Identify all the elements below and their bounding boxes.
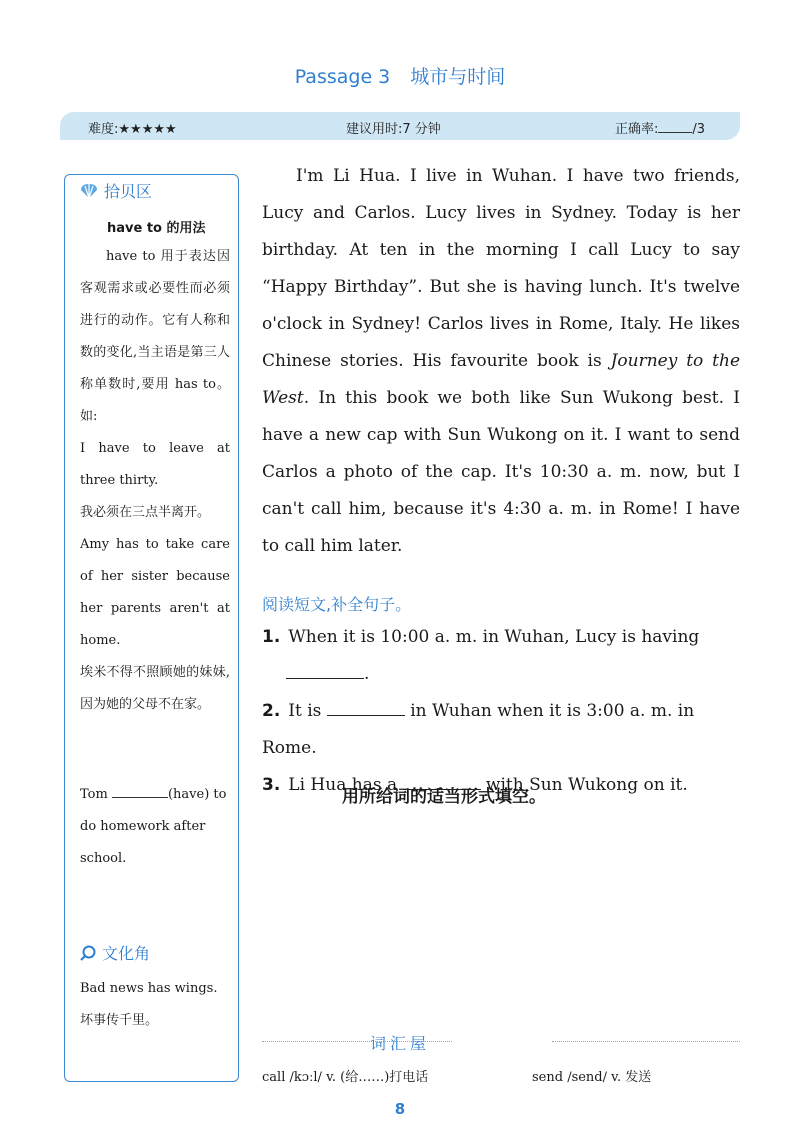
example-1-zh: 我必须在三点半离开。	[80, 505, 211, 520]
culture-section-heading	[79, 941, 150, 964]
exercise-blank[interactable]	[112, 785, 168, 798]
example-2-en: Amy has to take care of her sister because her parents aren't at home.	[80, 537, 230, 648]
question-3	[262, 767, 740, 804]
info-bar	[60, 112, 740, 140]
answer-blank[interactable]	[403, 775, 481, 790]
exercise-instruction: 用所给词的适当形式填空。	[342, 787, 546, 807]
grammar-body: have to 用于表达因客观需求或必要性而必须进行的动作。它有人称和数的变化,当主语是第三人称单数时,要用 has to。如:	[80, 249, 230, 424]
suggested-time: 建议用时:7 分钟	[346, 122, 441, 137]
page-number: 8	[394, 1100, 406, 1118]
question-text-end: in Wuhan when it is 3:00 a. m. in Rome.	[262, 701, 695, 758]
accuracy-blank[interactable]	[658, 120, 692, 133]
shell-section-title: 拾贝区	[104, 182, 153, 201]
question-text: Li Hua has a	[288, 775, 398, 795]
question-number: 2.	[262, 701, 281, 721]
passage-title	[0, 62, 800, 89]
proverb-en: Bad news has wings.	[80, 981, 218, 996]
passage-number: Passage 3	[294, 66, 391, 88]
question-text: When it is 10:00 a. m. in Wuhan, Lucy is having	[288, 627, 700, 647]
proverb-zh: 坏事传千里。	[80, 1013, 159, 1028]
book-title: Journey to the West	[262, 351, 741, 408]
answer-blank[interactable]	[286, 664, 364, 679]
passage-topic: 城市与时间	[410, 66, 506, 88]
accuracy-score	[615, 118, 705, 137]
culture-section-title: 文化角	[102, 944, 151, 963]
vocab-item-send: send /send/ v. 发送	[532, 1070, 652, 1085]
question-1	[262, 619, 740, 693]
question-number: 1.	[262, 627, 281, 647]
passage-part-1: I'm Li Hua. I live in Wuhan. I have two friends, Lucy and Carlos. Lucy lives in Sydney. Today is her birthday. At ten in the morning I call Lucy to say “Happy Birthday”. But she is having lunch. It's twelve o'clock in Sydney! Carlos lives in Rome, Italy. He likes Chinese stories. His favourite book is	[262, 166, 740, 371]
answer-blank[interactable]	[327, 701, 405, 716]
vocab-title: 词汇屋	[369, 1034, 430, 1053]
task-instruction: 阅读短文,补全句子。	[262, 595, 412, 614]
question-text: It is	[288, 701, 322, 721]
accuracy-total: /3	[692, 122, 706, 137]
shell-section-heading	[79, 179, 152, 202]
accuracy-label: 正确率:	[615, 122, 659, 137]
passage-part-2: . In this book we both like Sun Wukong best. I have a new cap with Sun Wukong on it. I want to send Carlos a photo of the cap. It's 10:30 a. m. now, but I can't call him, because it's 4:30 a. m. in Rome! I have to call him later.	[262, 388, 740, 556]
exercise-rest: to do homework after school.	[80, 787, 227, 866]
exercise-hint: (have)	[167, 787, 210, 802]
reading-passage	[262, 158, 740, 565]
grammar-title: have to 的用法	[107, 221, 206, 236]
question-text-end: .	[364, 664, 370, 684]
magnifier-icon	[79, 944, 97, 962]
vocab-item-call: call /kɔːl/ v. (给……)打电话	[262, 1070, 429, 1085]
exercise-subject: Tom	[80, 787, 108, 802]
question-2	[262, 693, 740, 767]
example-2-zh: 埃米不得不照顾她的妹妹,因为她的父母不在家。	[80, 665, 230, 712]
exercise-sentence	[80, 779, 230, 875]
shell-icon	[79, 182, 99, 200]
difficulty-rating: 难度:★★★★★	[88, 122, 177, 137]
question-text-end: with Sun Wukong on it.	[485, 775, 688, 795]
proverb	[80, 973, 230, 1037]
grammar-notes	[80, 241, 230, 721]
example-1-en: I have to leave at three thirty.	[80, 441, 230, 488]
question-number: 3.	[262, 775, 281, 795]
